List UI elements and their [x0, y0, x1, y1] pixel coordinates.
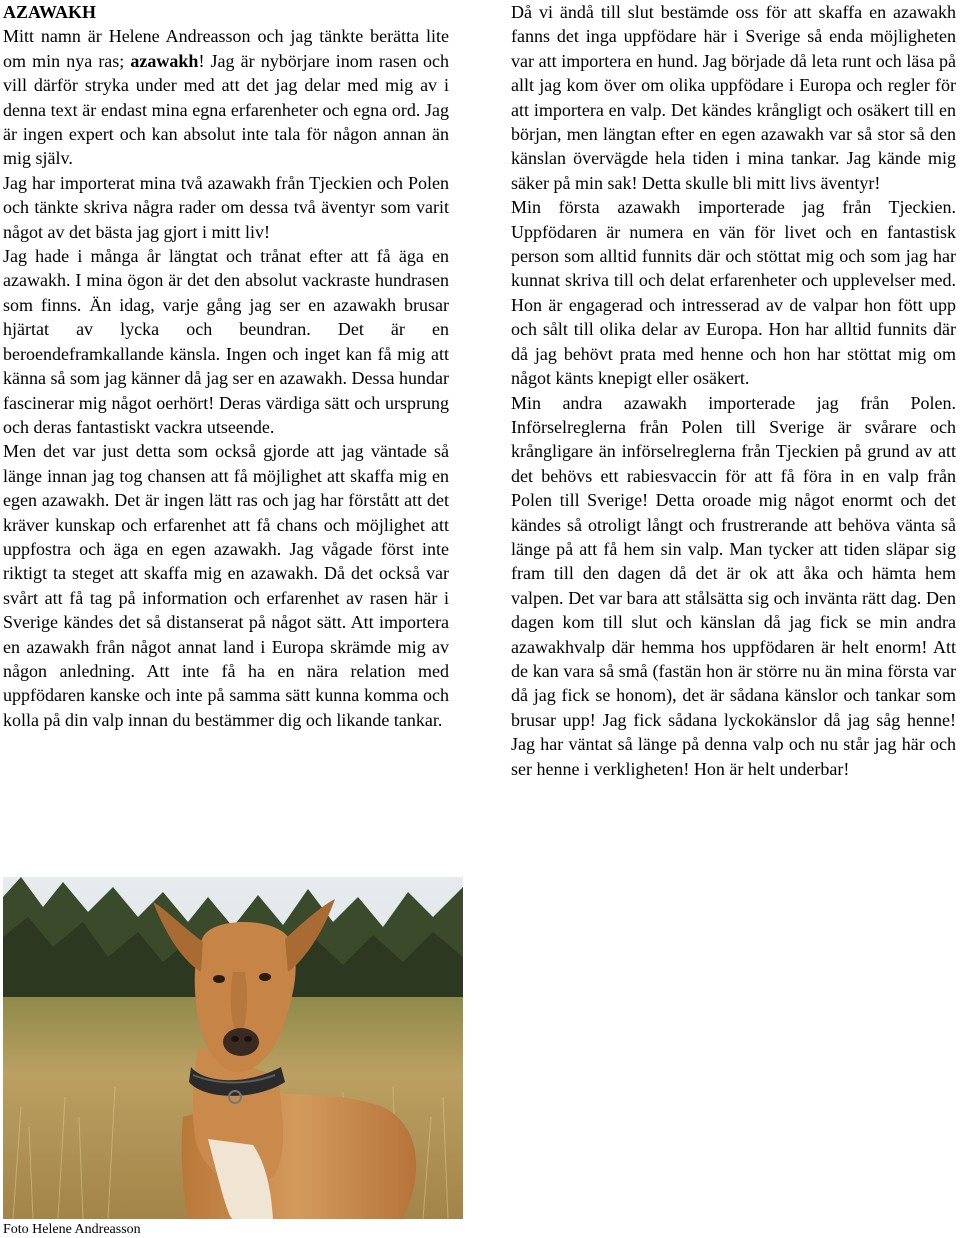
paragraph-second-dog: Min andra azawakh importerade jag från Polen. Införselreglerna från Polen till Sverige är svårare och krångligare än införselreglerna från Tjeckien på grund av att det behövs ett rabiesvaccin för att få föra in en valp från Polen till Sverige! Detta oroade mig något enormt och det kändes så otroligt långt och frustrerande att behöva vänta så länge på att få hem sin valp. Man tycker att tiden släpar sig fram till den dagen då det är ok att åka och hämta hem valpen. Det var bara att stålsätta sig och invänta rätt dag. Den dagen kom till slut och känslan då jag fick se min andra azawakhvalp där hemma hos uppfödaren är helt enorm! Att de kan vara så små (fastän hon är större nu än mina första var då jag fick se honom), det är sådana känslor och tankar som brusar upp! Jag fick sådana lyckokänslor då jag såg henne! Jag har väntat så länge på denna valp och nu står jag här och ser henne i verkligheten! Hon är helt underbar!: [511, 392, 956, 779]
photo-caption: Foto Helene Andreasson: [3, 1222, 141, 1237]
dog-right-eye: [259, 973, 271, 981]
dog-photo: [3, 877, 463, 1219]
paragraph-intro-bold: azawakh: [130, 50, 199, 71]
article-title: AZAWAKH: [3, 2, 97, 22]
dog-nose: [223, 1028, 259, 1056]
paragraph-decision: Då vi ändå till slut bestämde oss för att skaffa en azawakh fanns det inga uppfödare här i Sverige så enda möjligheten var att importera en hund. Jag började då leta runt och läsa på allt jag kom över om olika uppfödare i Europa och regler för att importera en valp. Det kändes krångligt och osäkert till en början, men längtan efter en egen azawakh var så stor så den känslan övervägde hela tiden i mina tankar. Jag kände mig säker på min sak! Detta skulle bli mitt livs äventyr!: [511, 2, 956, 193]
paragraph-imports: Jag har importerat mina två azawakh från Tjeckien och Polen och tänkte skriva några rader om dessa två äventyr som varit något av det bästa jag gjort i mitt liv!: [3, 172, 449, 242]
azawakh-photo-illustration: [3, 877, 463, 1219]
paragraph-intro-text: Mitt namn är Helene Andreasson och jag tänkte berätta lite om min nya ras;: [3, 26, 449, 71]
left-column: [3, 0, 449, 732]
paragraph-intro-text-end: ! Jag är nybörjare inom rasen och vill därför stryka under med att det jag delar med mig av i denna text är endast mina egna erfarenheter och egna ord. Jag är ingen expert och kan absolut inte tala för någon annan än mig själv.: [3, 50, 449, 169]
paragraph-first-dog: Min första azawakh importerade jag från Tjeckien. Uppfödaren är numera en vän för livet och en fantastisk person som alltid funnits där och stöttat mig och som jag har kunnat skriva till och delat erfarenheter och upplevelser med. Hon är engagerad och intresserad av de valpar hon fött upp och sålt till olika delar av Europa. Hon har alltid funnits där då jag behövt prata med henne och hon har stöttat mig om något känts knepigt eller osäkert.: [511, 197, 956, 389]
paragraph-intro: [3, 24, 449, 170]
paragraph-longing: Jag hade i många år längtat och trånat efter att få äga en azawakh. I mina ögon är det den absolut vackraste hundrasen som finns. Än idag, varje gång jag ser en azawakh brusar hjärtat av lycka och beundran. Det är en beroendeframkallande känsla. Ingen och inget kan få mig att känna så som jag känner då jag ser en azawakh. Dessa hundar fascinerar mig något oerhört! Deras värdiga sätt och ursprung och deras fantastiskt vackra utseende.: [3, 246, 449, 437]
dog-left-eye: [213, 975, 225, 983]
paragraph-waiting: Men det var just detta som också gjorde att jag väntade så länge innan jag tog chansen att få möjlighet att skaffa mig en egen azawakh. Det är ingen lätt ras och jag har förstått att det kräver kunskap och erfarenhet att få chans och möjlighet att uppfostra och äga en egen azawakh. Jag vågade först inte riktigt ta steget att skaffa mig en azawakh. Då det också var svårt att få tag på information och erfarenhet av rasen här i Sverige kändes det så distanserat på något sätt. Att importera en azawakh från något annat land i Europa skrämde mig av någon anledning. Att inte få ha en nära relation med uppfödaren kanske och inte på samma sätt kunna komma och kolla på din valp innan du bestämmer dig och likande tankar.: [3, 441, 449, 730]
right-column: [511, 0, 956, 781]
